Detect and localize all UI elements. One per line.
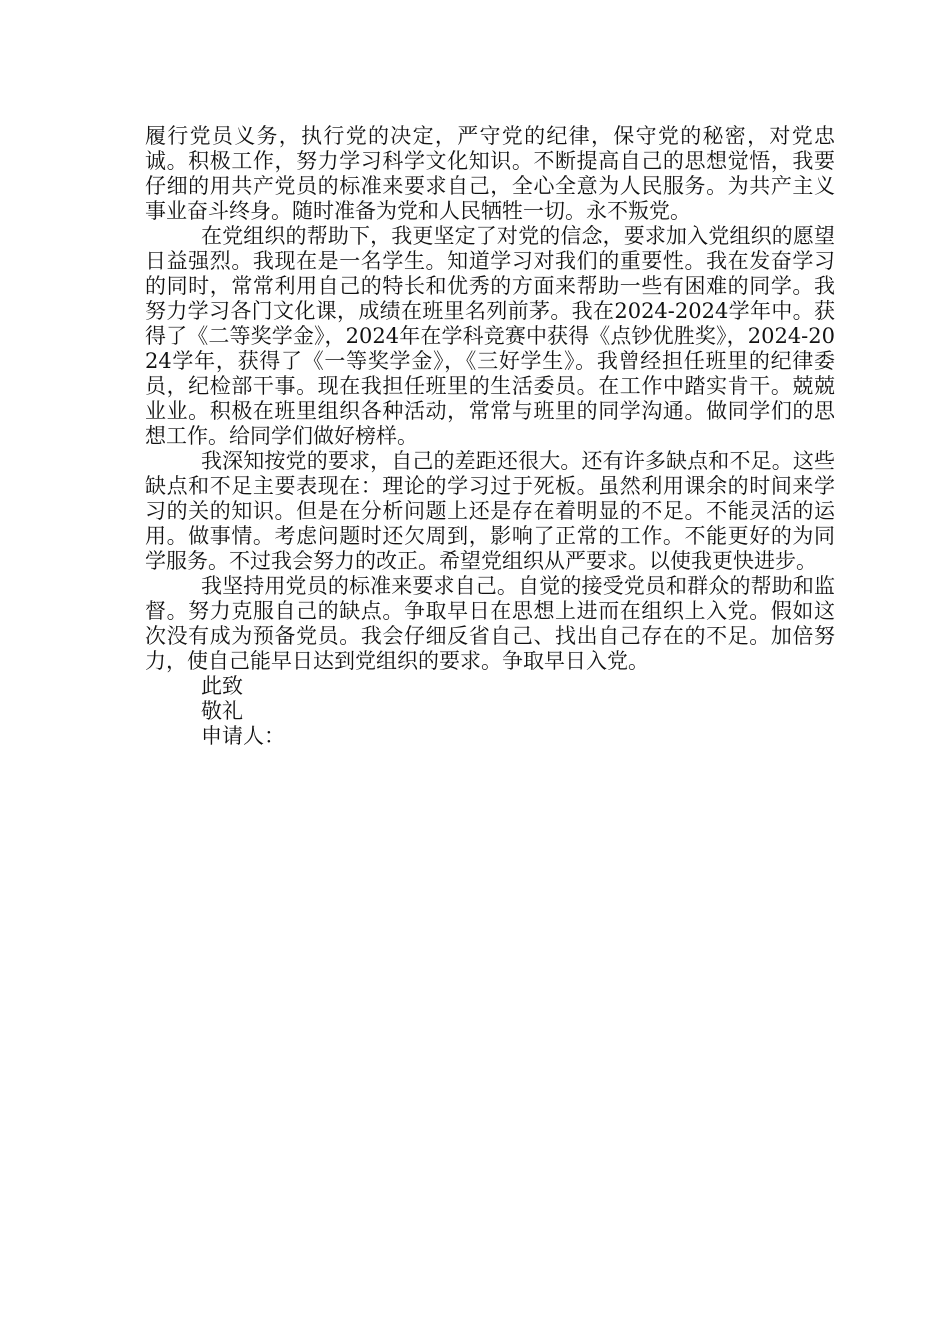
- paragraph-continuation: 履行党员义务，执行党的决定，严守党的纪律，保守党的秘密，对党忠诚。积极工作，努力学习科学文化知识。不断提高自己的思想觉悟，我要仔细的用共产党员的标准来要求自己，全心全意为人民服务。为共产主义事业奋斗终身。随时准备为党和人民牺牲一切。永不叛党。: [145, 124, 835, 223]
- closing-applicant: 申请人：: [201, 724, 285, 748]
- document-body: [145, 124, 835, 749]
- paragraph-shortcomings: 我深知按党的要求，自己的差距还很大。还有许多缺点和不足。这些缺点和不足主要表现在：理论的学习过于死板。虽然利用课余的时间来学习的关的知识。但是在分析问题上还是存在着明显的不足。不能灵活的运用。做事情。考虑问题时还欠周到，影响了正常的工作。不能更好的为同学服务。不过我会努力的改正。希望党组织从严要求。以使我更快进步。: [145, 449, 835, 573]
- paragraph-commitment: 我坚持用党员的标准来要求自己。自觉的接受党员和群众的帮助和监督。努力克服自己的缺点。争取早日在思想上进而在组织上入党。假如这次没有成为预备党员。我会仔细反省自己、找出自己存在的不足。加倍努力，使自己能早日达到党组织的要求。争取早日入党。: [145, 574, 835, 673]
- closing-salutation: 此致: [201, 674, 243, 698]
- paragraph-party-organization: 在党组织的帮助下，我更坚定了对党的信念，要求加入党组织的愿望日益强烈。我现在是一名学生。知道学习对我们的重要性。我在发奋学习的同时，常常利用自己的特长和优秀的方面来帮助一些有困难的同学。我努力学习各门文化课，成绩在班里名列前茅。我在2024-2024学年中。获得了《二等奖学金》，2024年在学科竞赛中获得《点钞优胜奖》，2024-2024学年，获得了《一等奖学金》，《三好学生》。我曾经担任班里的纪律委员，纪检部干事。现在我担任班里的生活委员。在工作中踏实肯干。兢兢业业。积极在班里组织各种活动，常常与班里的同学沟通。做同学们的思想工作。给同学们做好榜样。: [145, 224, 835, 448]
- closing-respect: 敬礼: [201, 699, 243, 723]
